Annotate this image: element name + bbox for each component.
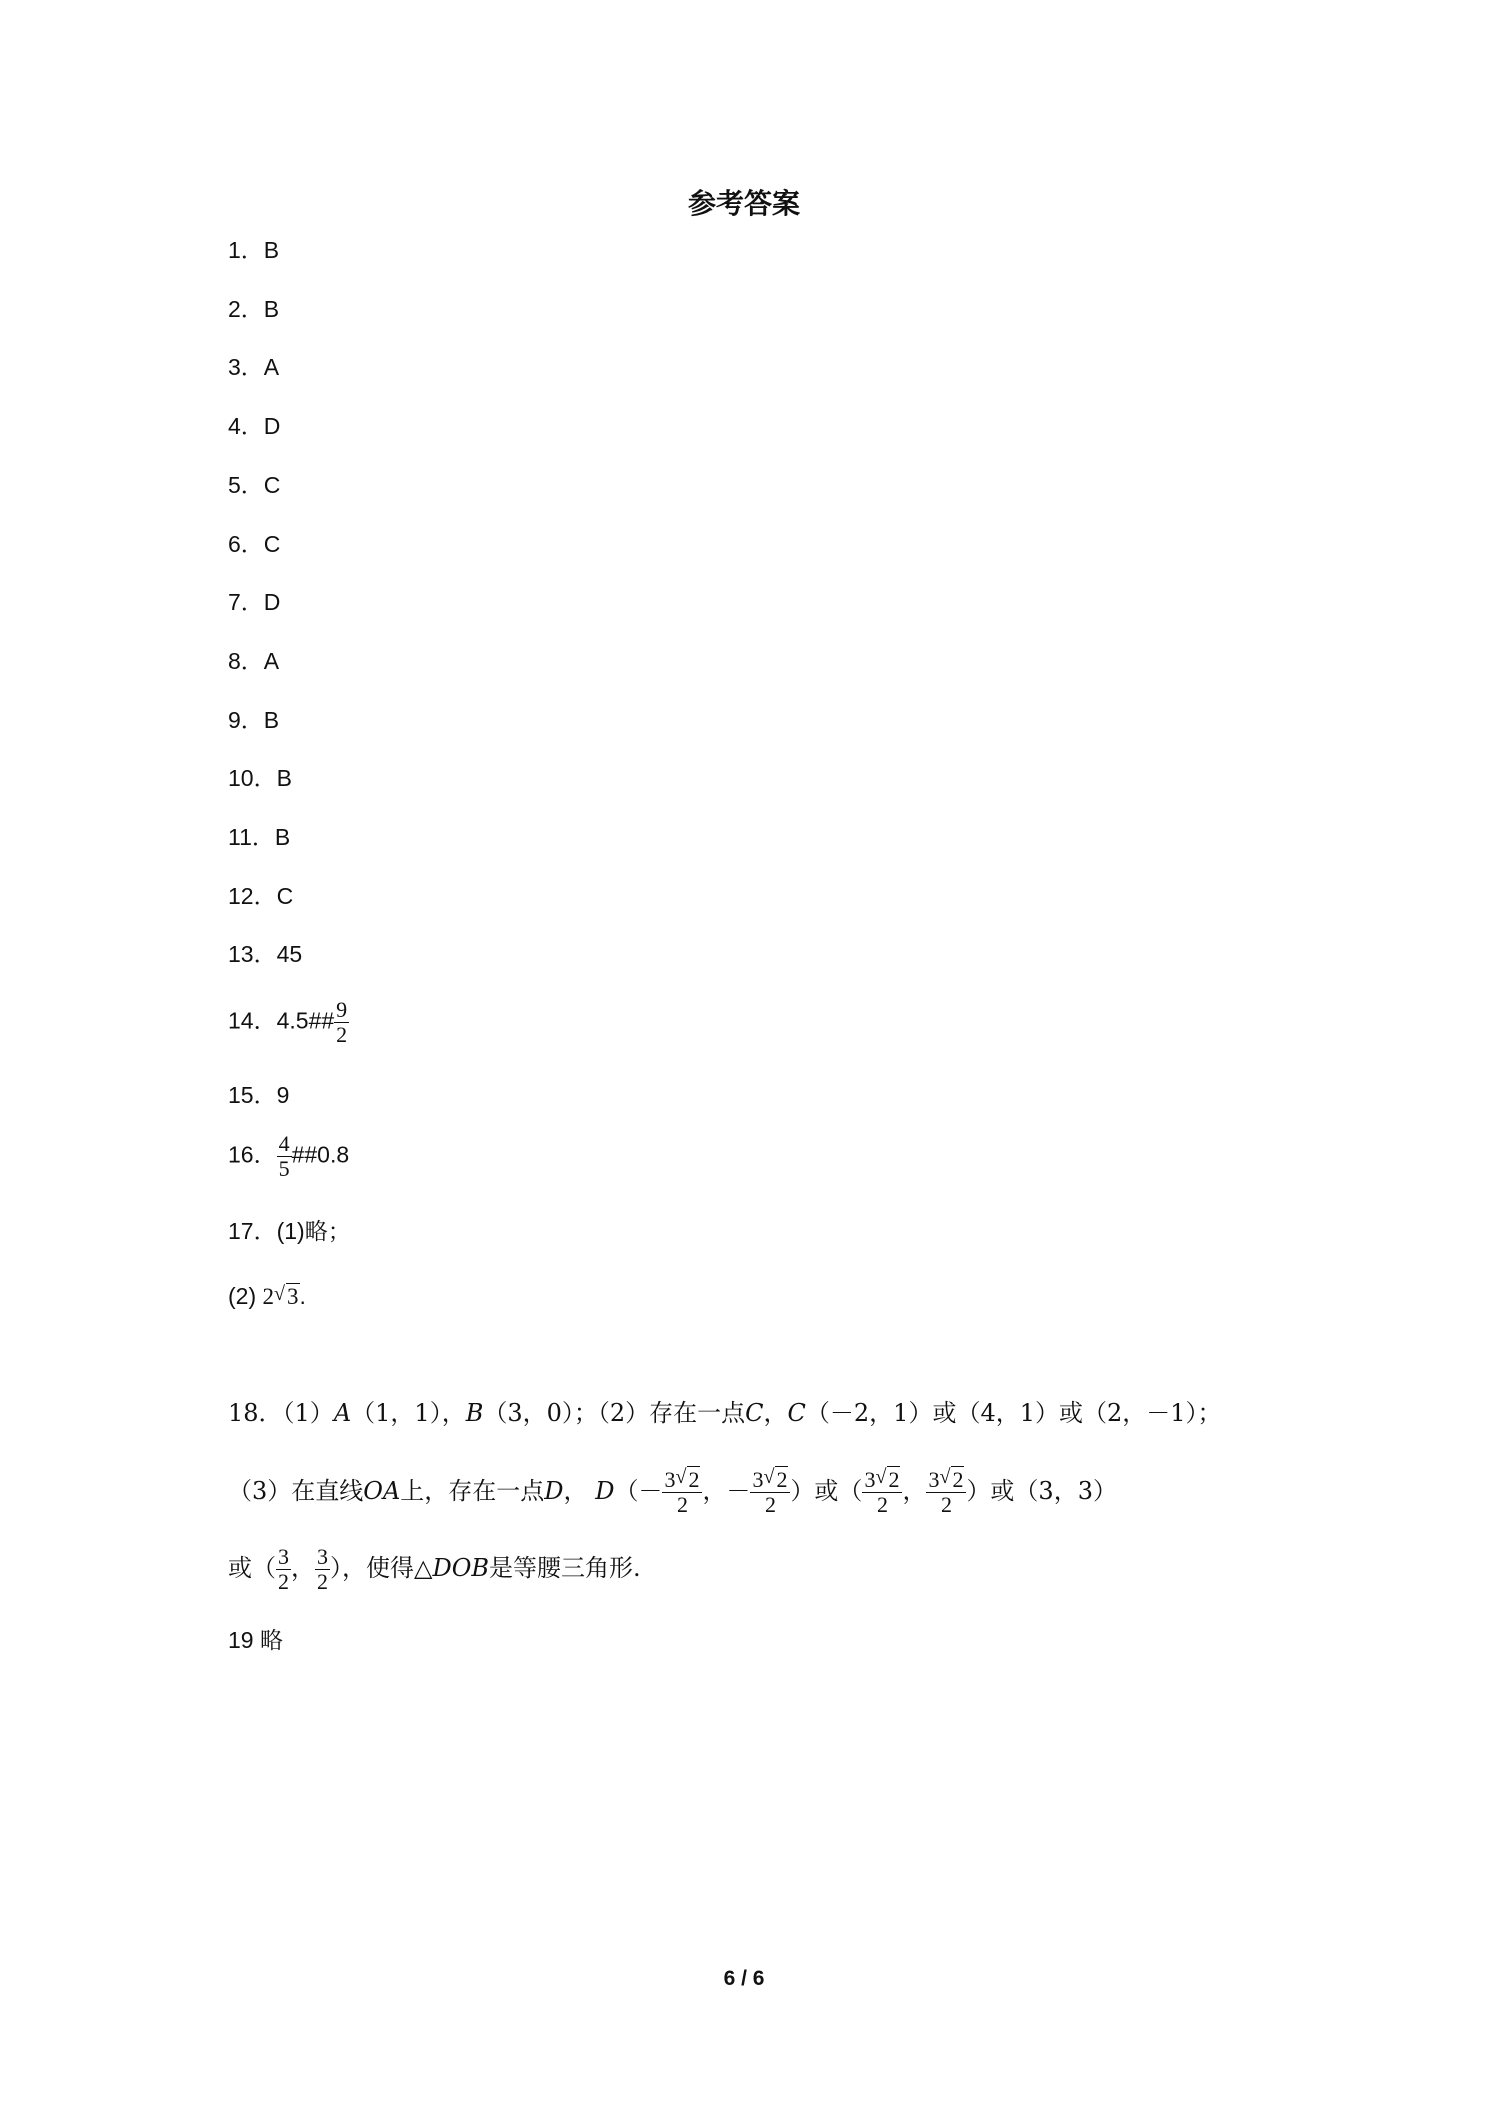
fraction [750,1468,790,1517]
fraction-denominator: 2 [278,1569,289,1594]
fraction-numerator [862,1468,902,1493]
fraction-numerator [926,1468,966,1493]
answer-text: A [263,648,280,674]
answer-number: 1． [228,237,264,263]
fraction-denominator: 5 [278,1156,290,1181]
answer-number: 7． [228,589,264,615]
answer-text: ##0.8 [291,1141,350,1168]
answer-12 [228,881,293,911]
answer-14 [228,998,349,1047]
point-label: B [465,1399,484,1427]
answer-text: C [263,472,281,498]
fraction [315,1545,330,1594]
radical-sign-icon: √ [274,1283,285,1305]
square-root [675,1468,700,1492]
answer-number: 16． [228,1141,277,1168]
answer-text: B [263,237,280,263]
fraction-numerator: 4 [278,1131,290,1156]
square-root [274,1282,300,1312]
radical-sign-icon: √ [763,1466,775,1488]
answer-18-line-3 [228,1545,641,1594]
page-number: 6 / 6 [723,1967,765,1990]
answer-text: 9 [276,1082,290,1108]
answer-13 [228,939,302,969]
page-title: 参考答案 [687,187,800,220]
answer-number: 9． [228,707,264,733]
answer-19: 19 略 [228,1627,283,1653]
coefficient: 3 [752,1467,764,1492]
answer-3 [228,352,279,382]
radicand: 2 [776,1467,788,1492]
answer-number: 3． [228,354,264,380]
radicand: 2 [688,1467,700,1492]
answer-16 [228,1132,349,1181]
text-segment: （1，1）， [351,1399,466,1427]
fraction-denominator: 2 [940,1492,952,1517]
answer-number: 12． [228,883,277,909]
answer-number: 4． [228,413,264,439]
answer-number: 8． [228,648,264,674]
answer-text: C [276,883,294,909]
answer-text: A [263,354,280,380]
point-label: C [787,1399,806,1427]
answer-text: (1)略； [276,1218,351,1244]
radicand: 2 [952,1467,964,1492]
coefficient: 2 [262,1284,275,1309]
answer-text: C [263,531,281,557]
text-segment: ， [902,1477,927,1505]
text-segment: 是等腰三角形. [489,1554,641,1582]
answer-text: B [263,707,280,733]
answer-number: 2． [228,296,264,322]
answer-6 [228,529,280,559]
answer-8 [228,646,279,676]
answer-text: 4.5## [276,1007,335,1034]
radicand: 2 [888,1467,900,1492]
answer-number: 14． [228,1007,277,1034]
answer-4 [228,411,280,441]
answer-number: 10． [228,765,277,791]
point-label: D [544,1477,564,1505]
answer-text: D [263,589,281,615]
text-segment: ）或（3，3） [966,1477,1117,1505]
text-segment: 或（ [228,1554,276,1582]
answer-number: 15． [228,1082,277,1108]
coefficient: 3 [928,1467,940,1492]
text-segment: ，－ [702,1477,751,1505]
square-root [875,1468,900,1492]
text-segment: ， [291,1554,315,1582]
fraction-denominator: 2 [876,1492,888,1517]
fraction [662,1468,702,1517]
text-segment: ）或（ [790,1477,863,1505]
answer-2 [228,294,279,324]
triangle-label: DOB [432,1554,490,1582]
answer-number: 13． [228,941,277,967]
text-segment: （3）在直线 [228,1477,364,1505]
fraction [276,1545,291,1594]
radical-sign-icon: √ [875,1466,887,1488]
answer-18-line-1 [228,1393,1222,1428]
answer-text: B [263,296,280,322]
answer-10 [228,763,292,793]
fraction [334,998,349,1047]
period: . [299,1283,306,1309]
answer-number: 5． [228,472,264,498]
text-segment: 上，存在一点 [400,1477,545,1505]
fraction-denominator: 2 [676,1492,688,1517]
text-segment: ， [763,1399,788,1427]
answer-5 [228,470,280,500]
coefficient: 3 [664,1467,676,1492]
coefficient: 3 [864,1467,876,1492]
fraction-numerator [662,1468,702,1493]
text-segment: （3，0）；（2）存在一点 [483,1399,746,1427]
fraction [862,1468,902,1517]
answer-number: 17． [228,1218,277,1244]
fraction-numerator: 3 [278,1544,289,1569]
answer-text: 45 [276,941,303,967]
text-segment: （－2，1）或（4，1）或（2，－1）； [805,1399,1222,1427]
square-root [763,1468,788,1492]
answer-15 [228,1080,289,1110]
fraction [926,1468,966,1517]
point-label: C [745,1399,764,1427]
answer-number: 11． [228,824,275,850]
answer-17-part-1 [228,1216,351,1246]
answer-11 [228,822,290,852]
answer-1 [228,235,279,265]
fraction-denominator: 2 [336,1022,348,1047]
answer-text: B [274,824,291,850]
text-segment: （－ [614,1477,663,1505]
point-label: A [333,1399,352,1427]
answer-7 [228,587,280,617]
radical-sign-icon: √ [939,1466,951,1488]
radical-sign-icon: √ [675,1466,687,1488]
fraction-denominator: 2 [764,1492,776,1517]
fraction [277,1132,292,1181]
answer-text: D [263,413,281,439]
part-label: (2) [228,1283,257,1309]
answer-17-part-2 [228,1281,306,1312]
answer-text: B [276,765,292,791]
radicand: 3 [287,1284,299,1309]
fraction-denominator: 2 [317,1569,328,1594]
answer-number: 6． [228,531,264,557]
fraction-numerator: 9 [336,997,348,1022]
text-segment: ， [563,1477,588,1505]
answer-9 [228,705,279,735]
text-segment: 18．（1） [228,1399,334,1427]
answer-18-line-2 [228,1468,1117,1517]
text-segment: ），使得△ [330,1554,433,1582]
fraction-numerator [750,1468,790,1493]
point-label: D [595,1477,615,1505]
line-label: OA [363,1477,401,1505]
fraction-numerator: 3 [317,1544,328,1569]
square-root [939,1468,964,1492]
